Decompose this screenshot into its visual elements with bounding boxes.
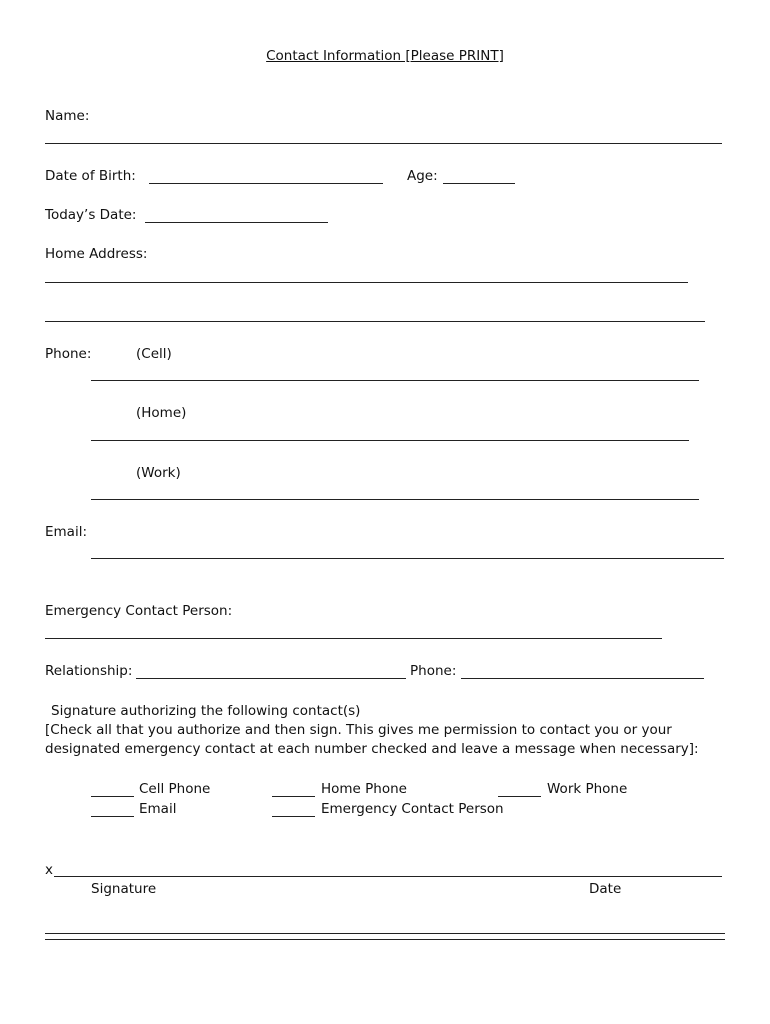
cell-phone-check-blank[interactable] (91, 796, 134, 797)
email-label: Email: (45, 524, 88, 540)
email-check-blank[interactable] (91, 816, 134, 817)
todays-date-field[interactable] (145, 222, 328, 223)
emergency-contact-option: Emergency Contact Person (321, 801, 504, 817)
work-label: (Work) (136, 465, 181, 481)
email-option: Email (139, 801, 177, 817)
work-phone-field[interactable] (91, 499, 699, 500)
cell-label: (Cell) (136, 346, 172, 362)
section-separator (45, 933, 725, 940)
name-field[interactable] (45, 143, 722, 144)
home-address-label: Home Address: (45, 246, 148, 262)
home-address-line-2[interactable] (45, 321, 705, 322)
home-phone-field[interactable] (91, 440, 689, 441)
age-label: Age: (407, 168, 438, 184)
email-field[interactable] (91, 558, 724, 559)
name-label: Name: (45, 108, 90, 124)
cell-phone-option: Cell Phone (139, 781, 211, 797)
work-phone-check-blank[interactable] (498, 796, 541, 797)
emergency-phone-label: Phone: (410, 663, 457, 679)
relationship-label: Relationship: (45, 663, 133, 679)
todays-date-label: Today’s Date: (45, 207, 137, 223)
date-label: Date (589, 881, 622, 897)
home-phone-option: Home Phone (321, 781, 407, 797)
work-phone-option: Work Phone (547, 781, 628, 797)
emergency-contact-label: Emergency Contact Person: (45, 603, 233, 619)
relationship-field[interactable] (136, 678, 406, 679)
dob-label: Date of Birth: (45, 168, 136, 184)
age-field[interactable] (443, 183, 515, 184)
cell-phone-field[interactable] (91, 380, 699, 381)
authorization-text-2: designated emergency contact at each number checked and leave a message when necessary]: (45, 741, 699, 757)
authorization-text-1: [Check all that you authorize and then sign. This gives me permission to contact you or your (45, 722, 672, 738)
form-title: Contact Information [Please PRINT] (266, 48, 504, 64)
signature-label: Signature (91, 881, 157, 897)
home-address-line-1[interactable] (45, 282, 688, 283)
dob-field[interactable] (149, 183, 383, 184)
signature-line[interactable] (54, 876, 722, 877)
emergency-contact-check-blank[interactable] (272, 816, 315, 817)
home-phone-check-blank[interactable] (272, 796, 315, 797)
signature-x-mark: x (45, 862, 53, 878)
phone-label: Phone: (45, 346, 92, 362)
emergency-phone-field[interactable] (461, 678, 704, 679)
emergency-contact-field[interactable] (45, 638, 662, 639)
home-label: (Home) (136, 405, 187, 421)
authorization-heading: Signature authorizing the following contact(s) (51, 703, 361, 719)
